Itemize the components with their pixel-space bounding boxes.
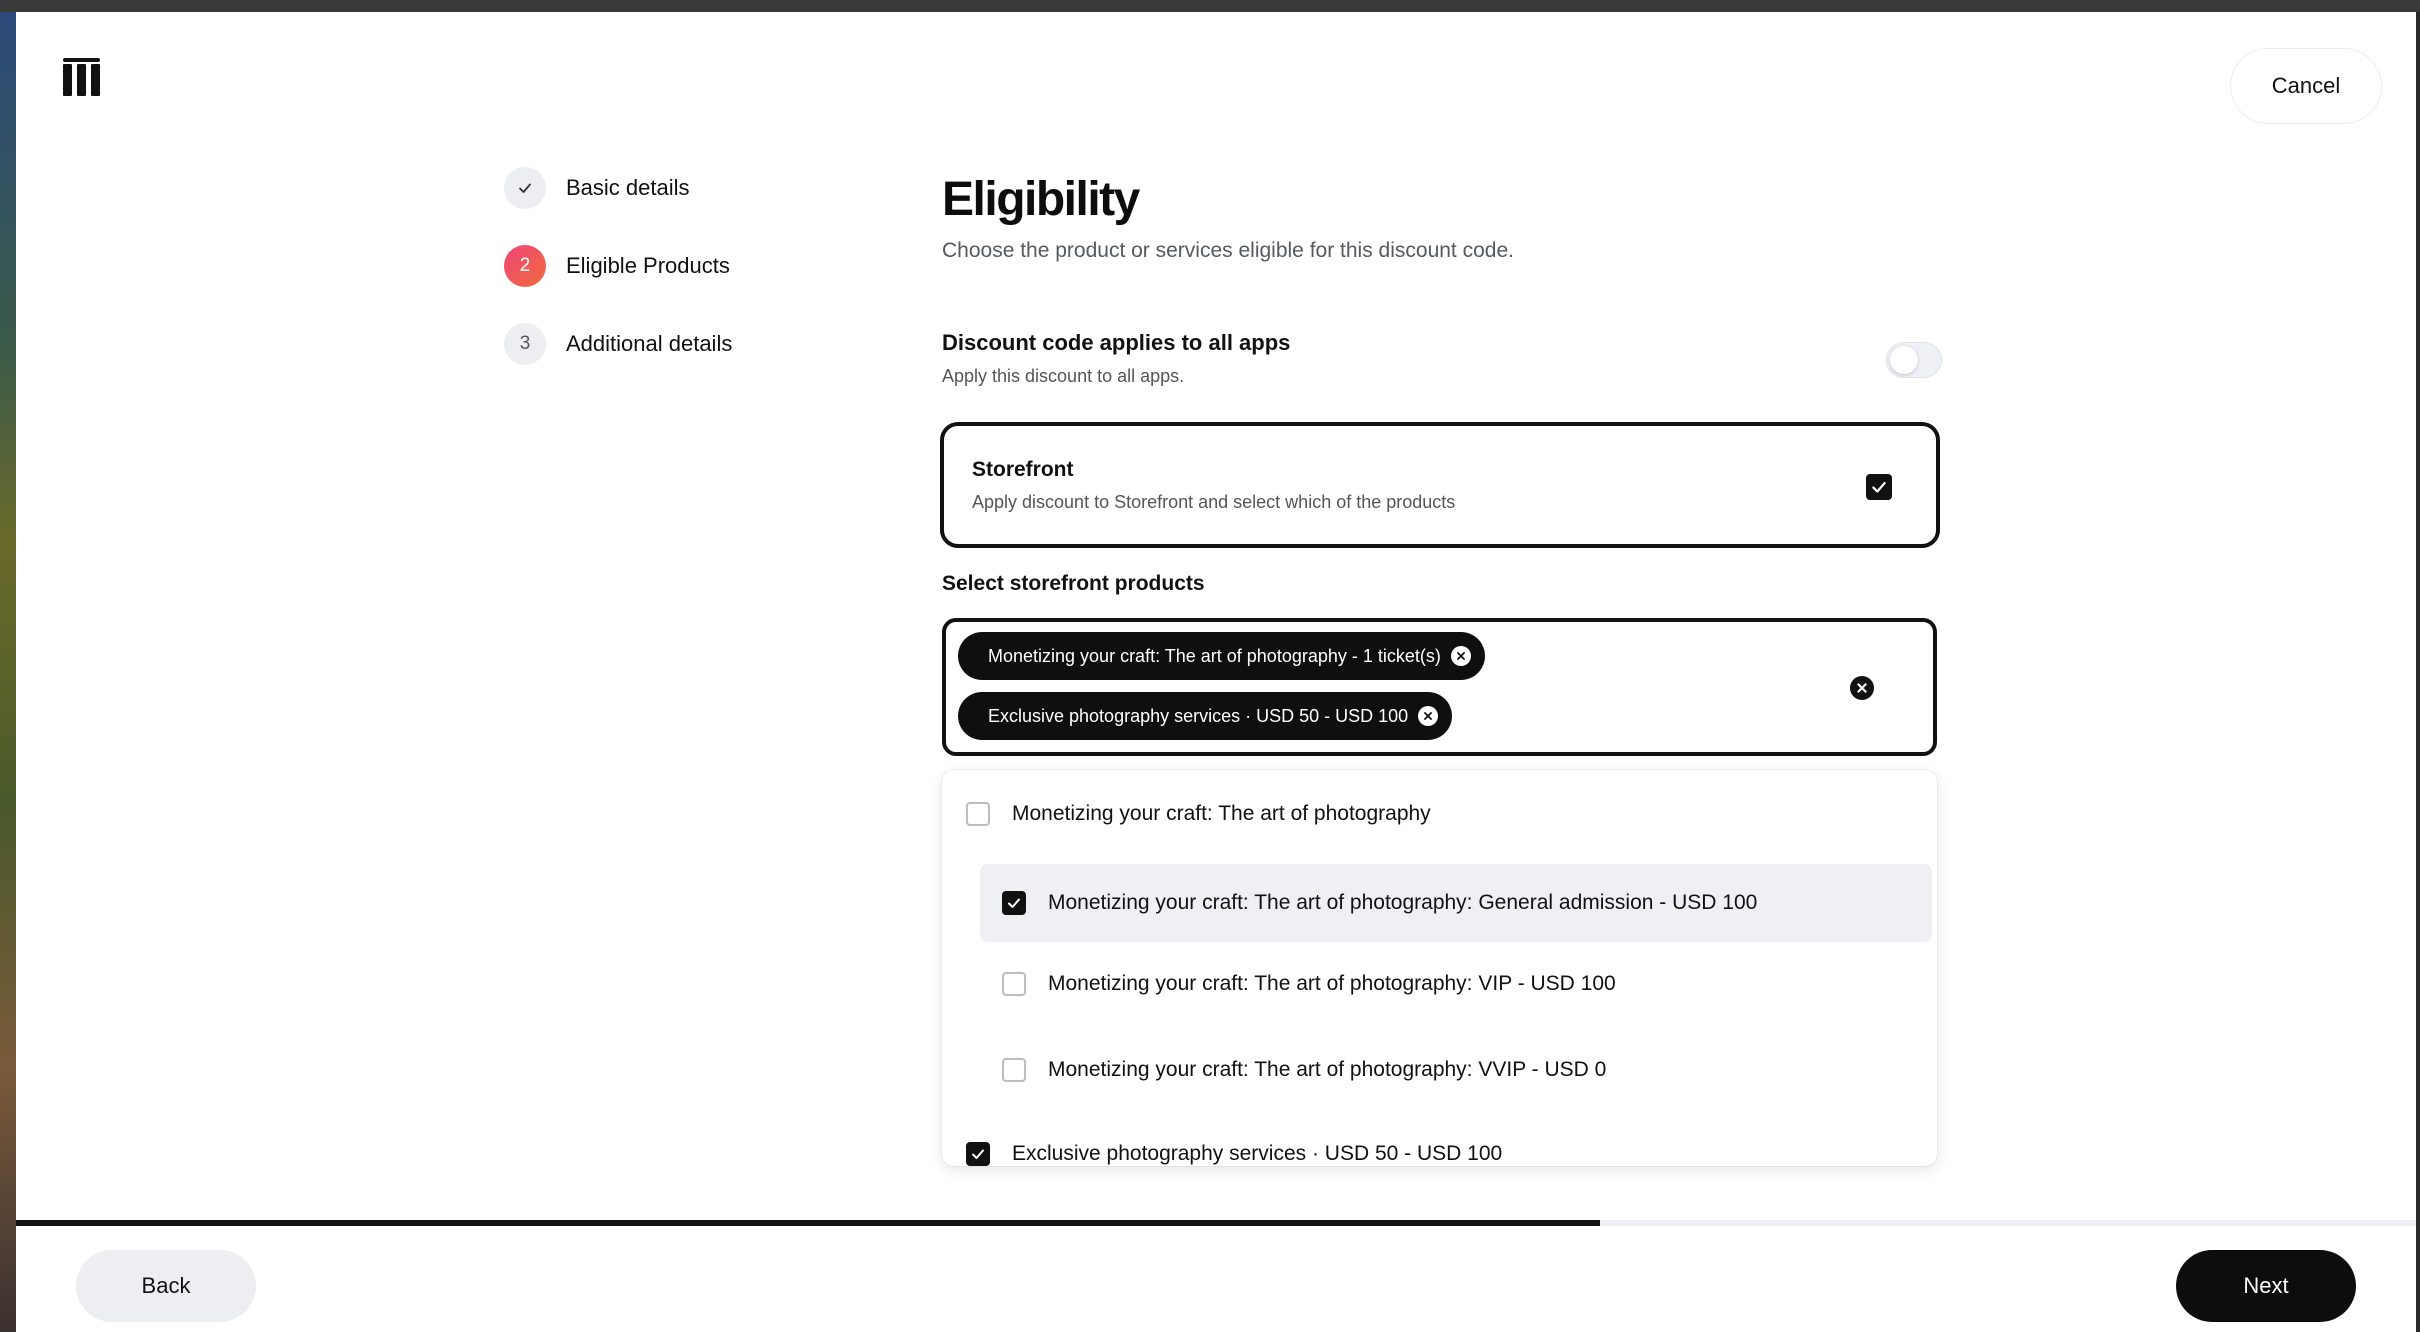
step-marker-completed	[504, 167, 546, 209]
check-icon	[1006, 895, 1022, 911]
close-icon	[1856, 682, 1868, 694]
page-subtitle: Choose the product or services eligible for this discount code.	[942, 239, 1514, 262]
check-icon	[1870, 478, 1888, 496]
selected-product-chip	[958, 692, 1452, 740]
stepper	[504, 166, 732, 400]
option-label: Monetizing your craft: The art of photography	[1012, 802, 1431, 825]
dropdown-option[interactable]	[1002, 1058, 1606, 1082]
top-strip	[0, 0, 2420, 12]
background-edge	[0, 12, 16, 1332]
progress-fill	[16, 1220, 1600, 1226]
option-label: Monetizing your craft: The art of photography: VVIP - USD 0	[1048, 1058, 1607, 1081]
bars-logo-icon	[61, 56, 103, 98]
product-dropdown-list	[942, 770, 1937, 1166]
select-products-label: Select storefront products	[942, 572, 1205, 595]
clear-all-button[interactable]	[1850, 676, 1874, 700]
step-marker-upcoming: 3	[504, 323, 546, 365]
step-label: Additional details	[566, 331, 733, 356]
option-checkbox[interactable]	[1002, 1058, 1026, 1082]
step-label: Eligible Products	[566, 253, 730, 278]
dropdown-option[interactable]	[966, 802, 1431, 826]
storefront-description: Apply discount to Storefront and select which of the products	[972, 492, 1456, 512]
step-basic-details[interactable]	[504, 166, 732, 210]
step-eligible-products[interactable]	[504, 244, 732, 288]
remove-chip-button[interactable]	[1451, 646, 1471, 666]
dropdown-option[interactable]	[1002, 972, 1616, 996]
modal-window	[16, 12, 2416, 1332]
apply-all-title: Discount code applies to all apps	[942, 330, 1291, 355]
storefront-checkbox[interactable]	[1866, 474, 1892, 500]
back-button[interactable]: Back	[76, 1250, 256, 1322]
step-additional-details[interactable]	[504, 322, 732, 366]
remove-chip-button[interactable]	[1418, 706, 1438, 726]
eligibility-section	[942, 172, 1942, 1165]
chip-label: Exclusive photography services · USD 50 - USD 100	[988, 705, 1409, 726]
apply-all-toggle[interactable]	[1886, 342, 1942, 378]
cancel-button[interactable]: Cancel	[2230, 48, 2382, 124]
step-marker-active: 2	[504, 245, 546, 287]
option-label: Monetizing your craft: The art of photography: General admission - USD 100	[1048, 891, 1758, 914]
dropdown-option-highlighted[interactable]	[980, 864, 1932, 942]
page-title: Eligibility	[942, 173, 1139, 226]
option-label: Exclusive photography services · USD 50 - USD 100	[1012, 1142, 1503, 1165]
option-label: Monetizing your craft: The art of photography: VIP - USD 100	[1048, 972, 1616, 995]
option-checkbox[interactable]	[1002, 972, 1026, 996]
option-checkbox[interactable]	[1002, 891, 1026, 915]
storefront-title: Storefront	[972, 458, 1074, 481]
selected-product-chip	[958, 632, 1485, 680]
toggle-knob	[1890, 346, 1918, 374]
close-icon	[1456, 651, 1466, 661]
close-icon	[1423, 711, 1433, 721]
check-icon	[970, 1146, 986, 1162]
check-icon	[517, 180, 533, 196]
option-checkbox[interactable]	[966, 1142, 990, 1166]
product-multiselect[interactable]	[942, 618, 1937, 756]
background-edge-right	[2416, 12, 2420, 1332]
option-checkbox[interactable]	[966, 802, 990, 826]
step-label: Basic details	[566, 175, 690, 200]
chip-label: Monetizing your craft: The art of photography - 1 ticket(s)	[988, 645, 1441, 666]
next-button[interactable]: Next	[2176, 1250, 2356, 1322]
dropdown-option[interactable]	[966, 1142, 1502, 1166]
wizard-progress-bar	[16, 1220, 2416, 1226]
apply-all-description: Apply this discount to all apps.	[942, 366, 1185, 386]
storefront-option-card[interactable]	[940, 422, 1940, 548]
apply-all-apps-row	[942, 330, 1942, 390]
